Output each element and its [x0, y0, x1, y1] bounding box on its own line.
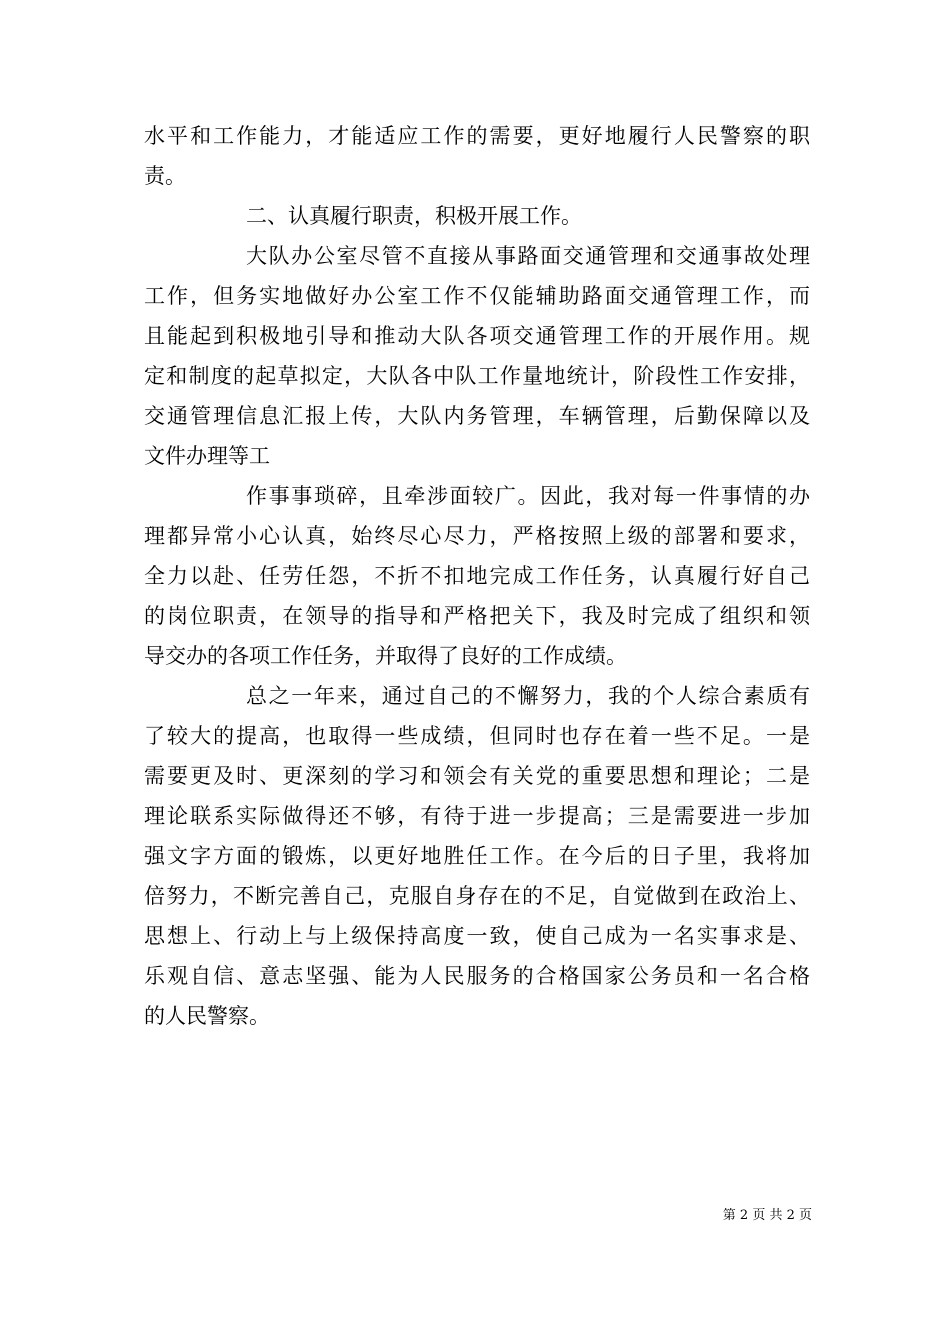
- text-line: 需要更及时、更深刻的学习和领会有关党的重要思想和理论；二是: [144, 764, 810, 788]
- page-number-footer: 第 2 页 共 2 页: [722, 1208, 812, 1223]
- text-line: 水平和工作能力，才能适应工作的需要，更好地履行人民警察的职: [144, 124, 810, 148]
- text-line: 理都异常小心认真，始终尽心尽力，严格按照上级的部署和要求，: [144, 524, 810, 548]
- text-line: 了较大的提高，也取得一些成绩，但同时也存在着一些不足。一是: [144, 724, 810, 748]
- text-line: 文件办理等工: [144, 444, 270, 468]
- text-line: 乐观自信、意志坚强、能为人民服务的合格国家公务员和一名合格: [144, 964, 810, 988]
- text-line: 强文字方面的锻炼，以更好地胜任工作。在今后的日子里，我将加: [144, 844, 810, 868]
- text-line: 导交办的各项工作任务，并取得了良好的工作成绩。: [144, 644, 627, 668]
- document-body: [144, 116, 810, 1036]
- text-line: 的岗位职责，在领导的指导和严格把关下，我及时完成了组织和领: [144, 604, 810, 628]
- text-line: 且能起到积极地引导和推动大队各项交通管理工作的开展作用。规: [144, 324, 810, 348]
- text-line: 全力以赴、任劳任怨，不折不扣地完成工作任务，认真履行好自己: [144, 564, 810, 588]
- text-line: 的人民警察。: [144, 1004, 270, 1028]
- paragraph-first-line: 作事事琐碎，且牵涉面较广。因此，我对每一件事情的办: [246, 484, 810, 508]
- text-line: 理论联系实际做得还不够，有待于进一步提高；三是需要进一步加: [144, 804, 810, 828]
- paragraph-first-line: 总之一年来，通过自己的不懈努力，我的个人综合素质有: [246, 684, 810, 708]
- text-line: 倍努力，不断完善自己，克服自身存在的不足，自觉做到在政治上、: [144, 884, 810, 908]
- text-line: 思想上、行动上与上级保持高度一致，使自己成为一名实事求是、: [144, 924, 810, 948]
- text-line: 交通管理信息汇报上传，大队内务管理，车辆管理，后勤保障以及: [144, 404, 810, 428]
- text-line: 定和制度的起草拟定，大队各中队工作量地统计，阶段性工作安排，: [144, 364, 810, 388]
- paragraph-first-line: 大队办公室尽管不直接从事路面交通管理和交通事故处理: [246, 244, 810, 268]
- section-heading: 二、认真履行职责，积极开展工作。: [246, 204, 582, 228]
- text-line: 工作，但务实地做好办公室工作不仅能辅助路面交通管理工作，而: [144, 284, 810, 308]
- text-line: 责。: [144, 164, 186, 188]
